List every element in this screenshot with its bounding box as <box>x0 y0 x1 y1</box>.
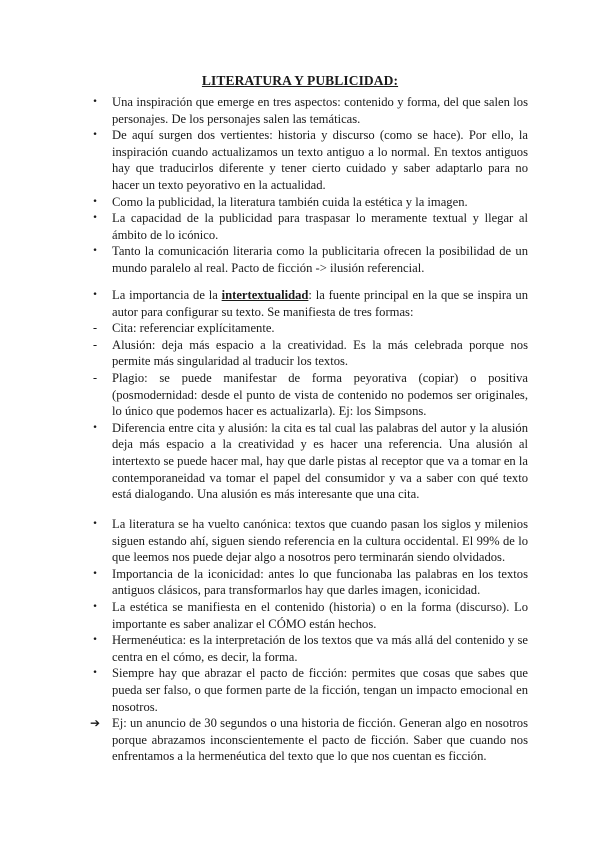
page-title: LITERATURA Y PUBLICIDAD: <box>201 73 399 88</box>
bullet-icon: • <box>92 196 98 207</box>
bullet-icon: • <box>92 422 98 433</box>
list-item: • Como la publicidad, la literatura también cuida la estética y la imagen. <box>88 194 528 211</box>
bullet-icon: • <box>92 290 98 300</box>
list-item: • Diferencia entre cita y alusión: la cita es tal cual las palabras del autor y la alusión deja más espacio a la creatividad y es hacer una referencia. Una alusión al intertexto se puede hacer mal, hay que darle pistas al receptor que va a tomar en la contemporaneidad va tomar el papel del consumidor y va a saber con qué texto está dialogando. Una alusión es más interesante que una cita. <box>88 420 528 503</box>
bullet-icon: • <box>92 130 98 141</box>
bullet-icon: • <box>92 97 98 107</box>
bullet-icon: • <box>92 668 98 679</box>
list-item: • La literatura se ha vuelto canónica: textos que cuando pasan los siglos y milenios siguen estando ahí, siguen siendo referencia en la cultura occidental. El 99% de lo que leemos nos puede dejar algo a nosotros pero terminarán siendo olvidados. <box>88 516 528 566</box>
list-item: • Una inspiración que emerge en tres aspectos: contenido y forma, del que salen los personajes. De los personajes salen las temáticas. <box>88 94 528 127</box>
bullet-icon: • <box>92 601 98 612</box>
list-item: • La capacidad de la publicidad para traspasar lo meramente textual y llegar al ámbito de lo icónico. <box>88 210 528 243</box>
list-item: - Plagio: se puede manifestar de forma peyorativa (copiar) o positiva (posmodernidad: desde el punto de vista de contenido no podemos ser originales, lo único que podemos hacer es actualizarla). Ej: los Simpsons. <box>88 370 528 420</box>
section-canon-and-fiction <box>88 516 528 765</box>
list-item: • Importancia de la iconicidad: antes lo que funcionaba las palabras en los textos antiguos clásicos, para transformarlos hay que darles imagen, iconicidad. <box>88 566 528 599</box>
list-item: • La importancia de la intertextualidad: la fuente principal en la que se inspira un autor para configurar su texto. Se manifiesta de tres formas: <box>88 287 528 320</box>
list-item: • Siempre hay que abrazar el pacto de ficción: permites que cosas que sabes que pueda ser falso, o que formen parte de la ficción, tengan un impacto emocional en nosotros. <box>88 665 528 715</box>
list-item: • Hermenéutica: es la interpretación de los textos que va más allá del contenido y se centra en el cómo, es decir, la forma. <box>88 632 528 665</box>
bullet-icon: • <box>92 635 98 646</box>
list-item: ➔ Ej: un anuncio de 30 segundos o una historia de ficción. Generan algo en nosotros porque abrazamos inconscientemente el pacto de ficción. Saber que cuando nos enfrentamos a la hermenéutica del texto que lo que nos cuentan es ficción. <box>89 716 528 764</box>
key-term-intertextualidad: intertextualidad <box>221 288 309 302</box>
arrow-right-icon: ➔ <box>89 716 101 731</box>
dash-icon: - <box>92 370 98 385</box>
section-general-points <box>88 94 528 277</box>
bullet-icon: • <box>92 213 98 224</box>
bullet-icon: • <box>92 519 98 529</box>
section-intertextuality <box>88 287 528 503</box>
bullet-icon: • <box>92 568 98 579</box>
list-item: - Alusión: deja más espacio a la creatividad. Es la más celebrada porque nos permite más singularidad al traducir los textos. <box>88 337 528 370</box>
list-item: - Cita: referenciar explícitamente. <box>88 320 528 337</box>
list-item: • La estética se manifiesta en el contenido (historia) o en la forma (discurso). Lo importante es saber analizar el CÓMO están hechos. <box>88 599 528 632</box>
list-item: • De aquí surgen dos vertientes: historia y discurso (como se hace). Por ello, la inspiración cuando actualizamos un texto antiguo a lo normal. En textos antiguos hay que traducirlos diferente y tener cierto cuidado y saber adaptarlo para no hacer un texto peyorativo en la actualidad. <box>88 127 528 193</box>
dash-icon: - <box>92 337 98 352</box>
dash-icon: - <box>92 321 98 336</box>
bullet-icon: • <box>92 246 98 257</box>
list-item: • Tanto la comunicación literaria como la publicitaria ofrecen la posibilidad de un mundo paralelo al real. Pacto de ficción -> ilusión referencial. <box>88 243 528 276</box>
